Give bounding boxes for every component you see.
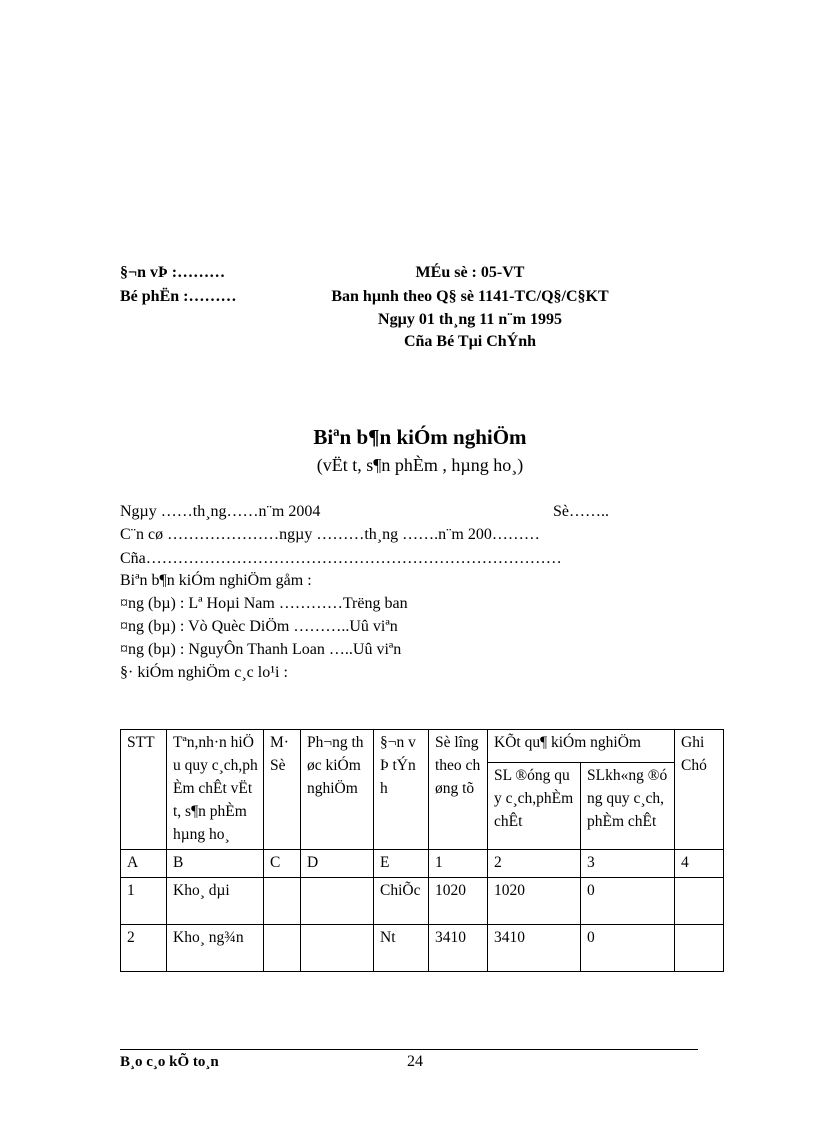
code-cell: D (301, 850, 374, 878)
table-header-row (121, 730, 724, 763)
cell-qty: 3410 (429, 925, 488, 972)
cell-ok: 1020 (488, 878, 581, 925)
cell-code (264, 925, 301, 972)
of-line: Cña…………………………………………………………………… (120, 550, 562, 567)
cell-code (264, 878, 301, 925)
decision-date: Ngµy 01 th¸ng 11 n¨m 1995 (378, 311, 562, 328)
inspection-table (120, 729, 724, 972)
code-cell: E (374, 850, 429, 878)
cell-bad: 0 (581, 878, 675, 925)
cell-note (675, 925, 724, 972)
code-cell: 2 (488, 850, 581, 878)
basis-line: C¨n cø …………………ngµy ………th¸ng …….n¨m 200……… (120, 526, 540, 543)
cell-stt: 2 (121, 925, 167, 972)
table-code-row (121, 850, 724, 878)
cell-method (301, 878, 374, 925)
cell-unit: ChiÕc (374, 878, 429, 925)
cell-name: Kho¸ dµi (167, 878, 264, 925)
code-cell: A (121, 850, 167, 878)
form-number: MÉu sè : 05-VT (415, 264, 525, 281)
footer-title: B¸o c¸o kÕ to¸n (120, 1054, 219, 1070)
committee-line: Biªn b¶n kiÓm nghiÖm gåm : (120, 572, 312, 589)
header-unit: §¬n vÞ tÝnh (374, 730, 429, 850)
header-stt: STT (121, 730, 167, 850)
decision-reference: Ban hµnh theo Q§ sè 1141-TC/Q§/C§KT (331, 288, 609, 305)
cell-note (675, 878, 724, 925)
report-date: Ngµy ……th¸ng……n¨m 2004 (120, 503, 321, 520)
header-result-bad: SLkh«ng ®óng quy c¸ch,phÈm chÊt (581, 762, 675, 849)
page-title: Biªn b¶n kiÓm nghiÖm (313, 425, 527, 449)
page-number: 24 (407, 1053, 423, 1070)
cell-qty: 1020 (429, 878, 488, 925)
code-cell: 4 (675, 850, 724, 878)
header-code: M· Sè (264, 730, 301, 850)
table-row (121, 878, 724, 925)
cell-unit: Nt (374, 925, 429, 972)
unit-label: §¬n vÞ :……… (120, 264, 226, 281)
code-cell: C (264, 850, 301, 878)
cell-ok: 3410 (488, 925, 581, 972)
cell-method (301, 925, 374, 972)
table-row (121, 925, 724, 972)
header-name: Tªn,nh·n hiÖu quy c¸ch,phÈm chÊt vËt t, s¶n phÈm hµng ho¸ (167, 730, 264, 850)
header-qty-doc: Sè lîng theo chøng tõ (429, 730, 488, 850)
page-subtitle: (vËt t, s¶n phÈm , hµng ho¸) (316, 455, 524, 475)
department-label: Bé phËn :……… (120, 288, 237, 305)
report-number: Sè…….. (553, 503, 609, 520)
cell-stt: 1 (121, 878, 167, 925)
member-line: ¤ng (bµ) : NguyÔn Thanh Loan …..Uû viªn (120, 641, 402, 658)
header-note: Ghi Chó (675, 730, 724, 850)
code-cell: B (167, 850, 264, 878)
header-result: KÕt qu¶ kiÓm nghiÖm (488, 730, 675, 763)
code-cell: 1 (429, 850, 488, 878)
member-line: ¤ng (bµ) : Lª Hoµi Nam …………Trëng ban (120, 595, 408, 612)
cell-bad: 0 (581, 925, 675, 972)
inspected-line: §· kiÓm nghiÖm c¸c lo¹i : (120, 664, 288, 681)
ministry: Cña Bé Tµi ChÝnh (403, 333, 537, 350)
code-cell: 3 (581, 850, 675, 878)
header-method: Ph¬ng thøc kiÓm nghiÖm (301, 730, 374, 850)
member-line: ¤ng (bµ) : Vò Quèc DiÖm ………..Uû viªn (120, 618, 398, 635)
footer-divider (120, 1049, 698, 1050)
cell-name: Kho¸ ng¾n (167, 925, 264, 972)
header-result-ok: SL ®óng quy c¸ch,phÈm chÊt (488, 762, 581, 849)
